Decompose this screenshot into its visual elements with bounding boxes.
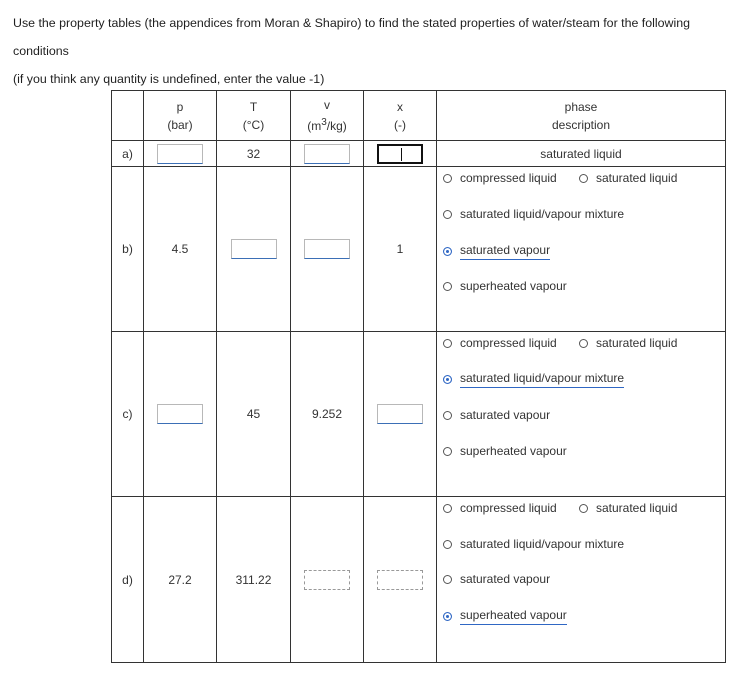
- radio-icon: [443, 540, 452, 549]
- radio-b-superheated[interactable]: superheated vapour: [443, 279, 567, 293]
- value-c-v: 9.252: [291, 332, 364, 497]
- radio-b-mixture[interactable]: saturated liquid/vapour mixture: [443, 207, 624, 221]
- row-label-c: c): [112, 332, 144, 497]
- input-b-v[interactable]: [304, 239, 350, 259]
- row-label-b: b): [112, 167, 144, 332]
- radio-icon: [579, 504, 588, 513]
- input-a-v[interactable]: [304, 144, 350, 164]
- radio-c-sat-liquid[interactable]: saturated liquid: [579, 336, 677, 350]
- header-row: [112, 91, 726, 141]
- instructions-line-2: (if you think any quantity is undefined, enter the value -1): [13, 72, 325, 86]
- radio-icon: [443, 339, 452, 348]
- radio-icon: [443, 210, 452, 219]
- input-a-x[interactable]: [377, 144, 423, 164]
- radio-d-superheated[interactable]: superheated vapour: [443, 608, 567, 625]
- radio-selected-icon: [443, 247, 452, 256]
- phase-options-c: [437, 332, 726, 497]
- radio-b-sat-vapour[interactable]: saturated vapour: [443, 243, 550, 260]
- radio-d-sat-vapour[interactable]: saturated vapour: [443, 572, 550, 586]
- radio-c-superheated[interactable]: superheated vapour: [443, 444, 567, 458]
- radio-selected-icon: [443, 612, 452, 621]
- row-c: [112, 332, 726, 497]
- row-label-d: d): [112, 497, 144, 663]
- radio-b-compressed[interactable]: compressed liquid: [443, 171, 557, 185]
- header-v: v $(m^3/kg)$: [291, 91, 364, 141]
- header-p: p (bar): [144, 91, 217, 141]
- radio-icon: [443, 504, 452, 513]
- input-c-p[interactable]: [157, 404, 203, 424]
- instructions-line-1: Use the property tables (the appendices from Moran & Shapiro) to find the stated properties of water/steam for the following conditions: [13, 16, 691, 58]
- value-d-T: 311.22: [217, 497, 291, 663]
- value-d-p: 27.2: [144, 497, 217, 663]
- input-a-p[interactable]: [157, 144, 203, 164]
- input-b-T[interactable]: [231, 239, 277, 259]
- radio-d-compressed[interactable]: compressed liquid: [443, 501, 557, 515]
- value-b-x: 1: [364, 167, 437, 332]
- header-T: T (°C): [217, 91, 291, 141]
- phase-a: saturated liquid: [437, 141, 726, 167]
- radio-icon: [579, 339, 588, 348]
- radio-d-sat-liquid[interactable]: saturated liquid: [579, 501, 677, 515]
- radio-c-compressed[interactable]: compressed liquid: [443, 336, 557, 350]
- radio-icon: [579, 174, 588, 183]
- row-a: [112, 141, 726, 167]
- radio-c-mixture[interactable]: saturated liquid/vapour mixture: [443, 371, 624, 388]
- input-d-v[interactable]: [304, 570, 350, 590]
- header-x: x (-): [364, 91, 437, 141]
- input-d-x[interactable]: [377, 570, 423, 590]
- header-blank: [112, 91, 144, 141]
- row-d: [112, 497, 726, 663]
- property-table: [111, 90, 726, 663]
- radio-icon: [443, 174, 452, 183]
- radio-d-mixture[interactable]: saturated liquid/vapour mixture: [443, 537, 624, 551]
- phase-options-d: [437, 497, 726, 663]
- radio-icon: [443, 282, 452, 291]
- radio-icon: [443, 411, 452, 420]
- value-b-p: 4.5: [144, 167, 217, 332]
- radio-c-sat-vapour[interactable]: saturated vapour: [443, 408, 550, 422]
- input-c-x[interactable]: [377, 404, 423, 424]
- row-b: [112, 167, 726, 332]
- value-c-T: 45: [217, 332, 291, 497]
- row-label-a: a): [112, 141, 144, 167]
- radio-selected-icon: [443, 375, 452, 384]
- phase-options-b: [437, 167, 726, 332]
- radio-b-sat-liquid[interactable]: saturated liquid: [579, 171, 677, 185]
- radio-icon: [443, 447, 452, 456]
- value-a-T: 32: [217, 141, 291, 167]
- instructions: [13, 9, 748, 93]
- radio-icon: [443, 575, 452, 584]
- header-phase: phase description: [437, 91, 726, 141]
